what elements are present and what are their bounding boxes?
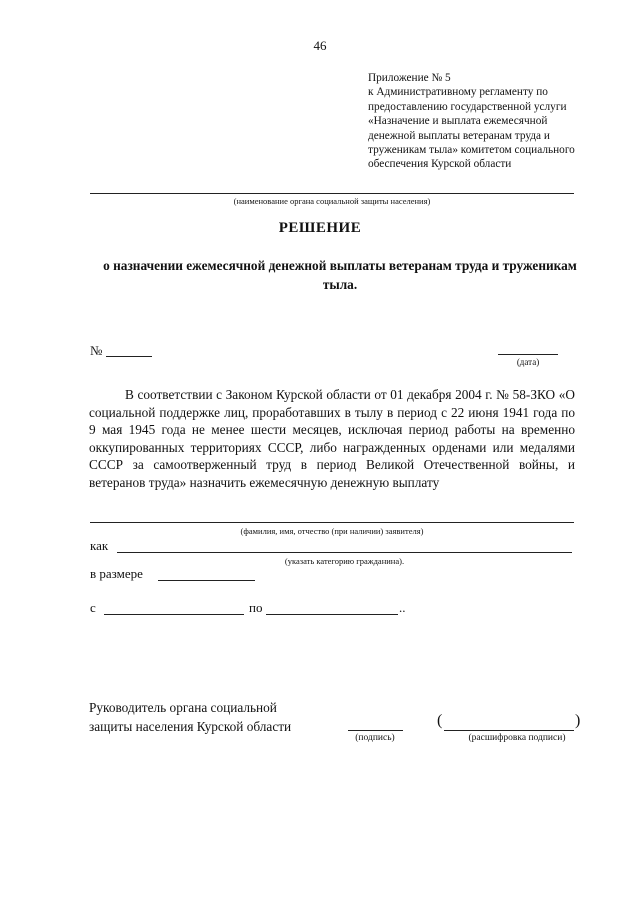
appendix-line: «Назначение и выплата ежемесячной: [368, 115, 548, 128]
applicant-caption: (фамилия, имя, отчество (при наличии) заявителя): [240, 526, 424, 536]
from-date-field-line[interactable]: [104, 614, 244, 615]
signature-caption: (подпись): [355, 733, 395, 743]
amount-field-line[interactable]: [158, 580, 255, 581]
category-caption: (указать категорию гражданина).: [284, 556, 405, 566]
paren-open: (: [437, 712, 443, 729]
category-field-line[interactable]: [117, 552, 572, 553]
appendix-block: [368, 71, 613, 172]
decoding-caption: (расшифровка подписи): [468, 733, 566, 743]
paren-close: ): [575, 712, 581, 729]
decision-body: [89, 386, 575, 492]
appendix-line: Приложение № 5: [368, 72, 451, 84]
signer-block: [89, 698, 291, 736]
appendix-line: обеспечения Курской области: [368, 158, 512, 171]
organ-field-line[interactable]: [90, 193, 574, 194]
document-subject: о назначении ежемесячной денежной выплаты ветеранам труда и труженикам тыла.: [103, 258, 577, 292]
page-number: 46: [313, 38, 327, 53]
applicant-field-line[interactable]: [90, 522, 574, 523]
to-label: по: [249, 600, 263, 615]
appendix-line: предоставлению государственной услуги: [368, 100, 567, 113]
from-label: с: [90, 600, 96, 615]
appendix-line: к Административному регламенту по: [368, 86, 548, 99]
period-end-mark: ..: [399, 600, 406, 615]
date-field-line[interactable]: [498, 354, 558, 355]
signer-line: защиты населения Курской области: [89, 719, 292, 734]
to-date-field-line[interactable]: [266, 614, 398, 615]
as-label: как: [90, 538, 109, 553]
amount-label: в размере: [90, 566, 143, 581]
appendix-line: труженикам тыла» комитетом социального: [368, 144, 575, 157]
decoding-field-line[interactable]: [444, 730, 574, 731]
organ-caption: (наименование органа социальной защиты населения): [233, 196, 431, 206]
appendix-line: денежной выплаты ветеранам труда и: [368, 129, 550, 142]
number-field-line[interactable]: [106, 356, 152, 357]
signature-field-line[interactable]: [348, 730, 403, 731]
date-caption: (дата): [516, 357, 540, 367]
decision-body-text: В соответствии с Законом Курской области от 01 декабря 2004 г. № 58-ЗКО «О социальной поддержке лиц, проработавших в тылу в период с 22 июня 1941 года по 9 мая 1945 года не менее шести месяцев, исключая период работы на временно оккупированных территориях СССР, либо награжденных орденами или медалями СССР за самоотверженный труд в период Великой Отечественной войны, и ветеранов труда» назначить ежемесячную денежную выплату: [89, 387, 575, 490]
number-label: №: [90, 343, 103, 358]
document-title: РЕШЕНИЕ: [278, 220, 362, 236]
signer-line: Руководитель органа социальной: [89, 700, 277, 715]
